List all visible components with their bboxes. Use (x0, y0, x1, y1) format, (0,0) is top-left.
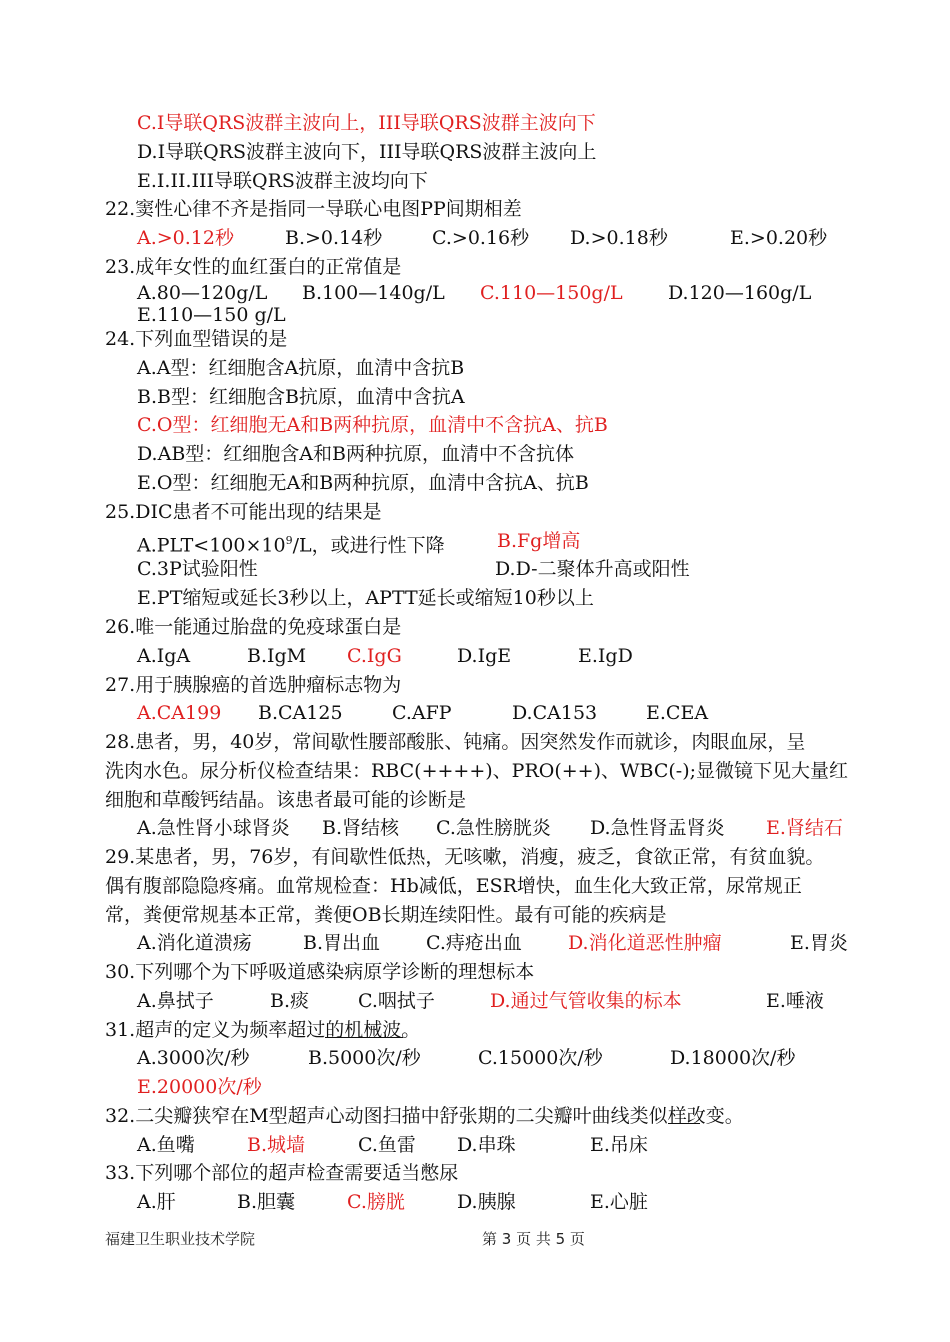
question-stem (105, 1103, 744, 1129)
option-text: A.鼻拭子 (137, 990, 214, 1012)
question-stem: 25.DIC患者不可能出现的结果是 (105, 501, 382, 523)
option-text: E.胃炎 (790, 932, 848, 954)
option-text: A.消化道溃疡 (137, 932, 252, 954)
question-stem: 26.唯一能通过胎盘的免疫球蛋白是 (105, 616, 402, 638)
option-text: D.I导联QRS波群主波向下，III导联QRS波群主波向上 (137, 141, 597, 163)
question-stem: 24.下列血型错误的是 (105, 328, 288, 350)
option-text: C.咽拭子 (358, 990, 435, 1012)
question-stem (105, 1017, 420, 1043)
answer-text: C.O型：红细胞无A和B两种抗原，血清中不含抗A、抗B (137, 414, 608, 436)
option-text: A.80—120g/L (137, 282, 268, 304)
option-text: B.IgM (247, 645, 307, 667)
option-text: B.痰 (270, 990, 310, 1012)
answer-text: C.IgG (347, 645, 402, 667)
answer-text: A.CA199 (137, 702, 222, 724)
option-text: D.急性肾盂肾炎 (590, 817, 725, 839)
option-text: D.18000次/秒 (670, 1047, 796, 1069)
option-text: B.胆囊 (237, 1191, 296, 1213)
answer-text: D.消化道恶性肿瘤 (568, 932, 722, 954)
option-text: C.15000次/秒 (478, 1047, 603, 1069)
option-text: D.胰腺 (457, 1191, 516, 1213)
answer-text: C.膀胱 (347, 1191, 405, 1213)
option-text: C.AFP (392, 702, 452, 724)
option-text-part: A.PLT<100×10 (137, 534, 286, 557)
option-text: E.吊床 (590, 1134, 648, 1156)
option-text: D.>0.18秒 (570, 227, 668, 249)
stem-part: 32.二尖瓣狭窄在M型超声心动图扫描中舒张期的二尖瓣叶曲线类似 (105, 1105, 668, 1127)
fill-blank (668, 1103, 700, 1124)
option-text (137, 528, 445, 558)
question-stem: 洗肉水色。尿分析仪检查结果：RBC(++++)、PRO(++)、WBC(-);显微镜下见大量红 (105, 760, 849, 782)
option-text: D.IgE (457, 645, 512, 667)
superscript: 9 (285, 534, 293, 547)
stem-part: 的机械波。 (325, 1019, 421, 1041)
option-text: A.IgA (137, 645, 191, 667)
stem-part: 样改变。 (667, 1105, 744, 1127)
option-text: C.3P试验阳性 (137, 558, 258, 580)
fill-blank (325, 1017, 403, 1038)
option-text: E.110—150 g/L (137, 304, 286, 326)
option-text: D.CA153 (512, 702, 598, 724)
answer-text: C.110—150g/L (480, 282, 623, 304)
option-text: E.I.II.III导联QRS波群主波均向下 (137, 170, 428, 192)
option-text: C.>0.16秒 (432, 227, 530, 249)
option-text: A.A型：红细胞含A抗原，血清中含抗B (137, 357, 465, 379)
option-text: D.串珠 (457, 1134, 516, 1156)
question-stem: 29.某患者，男，76岁，有间歇性低热，无咳嗽，消瘦，疲乏，食欲正常，有贫血貌。 (105, 846, 825, 868)
answer-text: D.通过气管收集的标本 (490, 990, 682, 1012)
question-stem: 30.下列哪个为下呼吸道感染病原学诊断的理想标本 (105, 961, 535, 983)
option-text: B.B型：红细胞含B抗原，血清中含抗A (137, 386, 465, 408)
option-text: A.3000次/秒 (137, 1047, 250, 1069)
option-text: D.D-二聚体升高或阳性 (495, 558, 690, 580)
answer-text: B.Fg增高 (497, 530, 581, 552)
question-stem: 28.患者，男，40岁，常间歇性腰部酸胀、钝痛。因突然发作而就诊，肉眼血尿，呈 (105, 731, 806, 753)
option-text: D.120—160g/L (668, 282, 812, 304)
question-stem: 27.用于胰腺癌的首选肿瘤标志物为 (105, 674, 402, 696)
question-stem: 常，粪便常规基本正常，粪便OB长期连续阳性。最有可能的疾病是 (105, 904, 667, 926)
option-text: B.>0.14秒 (285, 227, 383, 249)
option-text: E.O型：红细胞无A和B两种抗原，血清中含抗A、抗B (137, 472, 589, 494)
question-stem: 细胞和草酸钙结晶。该患者最可能的诊断是 (105, 789, 467, 811)
option-text: A.鱼嘴 (137, 1134, 195, 1156)
question-stem: 33.下列哪个部位的超声检查需要适当憋尿 (105, 1162, 459, 1184)
answer-text: A.>0.12秒 (137, 227, 234, 249)
option-text: C.痔疮出血 (426, 932, 522, 954)
option-text: E.IgD (578, 645, 633, 667)
option-text: B.5000次/秒 (308, 1047, 421, 1069)
question-stem: 23.成年女性的血红蛋白的正常值是 (105, 256, 402, 278)
answer-text: C.I导联QRS波群主波向上，III导联QRS波群主波向下 (137, 112, 596, 134)
answer-text: E.20000次/秒 (137, 1076, 262, 1098)
answer-text: E.肾结石 (766, 817, 843, 839)
option-text: B.胃出血 (303, 932, 381, 954)
option-text: B.100—140g/L (302, 282, 445, 304)
option-text: E.唾液 (766, 990, 824, 1012)
option-text: C.急性膀胱炎 (436, 817, 551, 839)
option-text: E.CEA (646, 702, 709, 724)
option-text: E.>0.20秒 (730, 227, 828, 249)
question-stem: 22.窦性心律不齐是指同一导联心电图PP间期相差 (105, 198, 522, 220)
option-text: B.CA125 (258, 702, 343, 724)
option-text: E.PT缩短或延长3秒以上，APTT延长或缩短10秒以上 (137, 587, 594, 609)
option-text: C.鱼雷 (358, 1134, 416, 1156)
option-text: E.心脏 (590, 1191, 648, 1213)
answer-text: B.城墙 (247, 1134, 306, 1156)
question-stem: 偶有腹部隐隐疼痛。血常规检查：Hb减低，ESR增快，血生化大致正常，尿常规正 (105, 875, 802, 897)
option-text-part: /L，或进行性下降 (292, 534, 445, 557)
option-text: D.AB型：红细胞含A和B两种抗原，血清中不含抗体 (137, 443, 574, 465)
stem-part: 31.超声的定义为频率超过 (105, 1019, 326, 1041)
option-text: B.肾结核 (322, 817, 400, 839)
footer-school: 福建卫生职业技术学院 (105, 1230, 256, 1248)
footer-page-number: 第 3 页 共 5 页 (482, 1230, 585, 1248)
option-text: A.肝 (137, 1191, 176, 1213)
option-text: A.急性肾小球肾炎 (137, 817, 290, 839)
